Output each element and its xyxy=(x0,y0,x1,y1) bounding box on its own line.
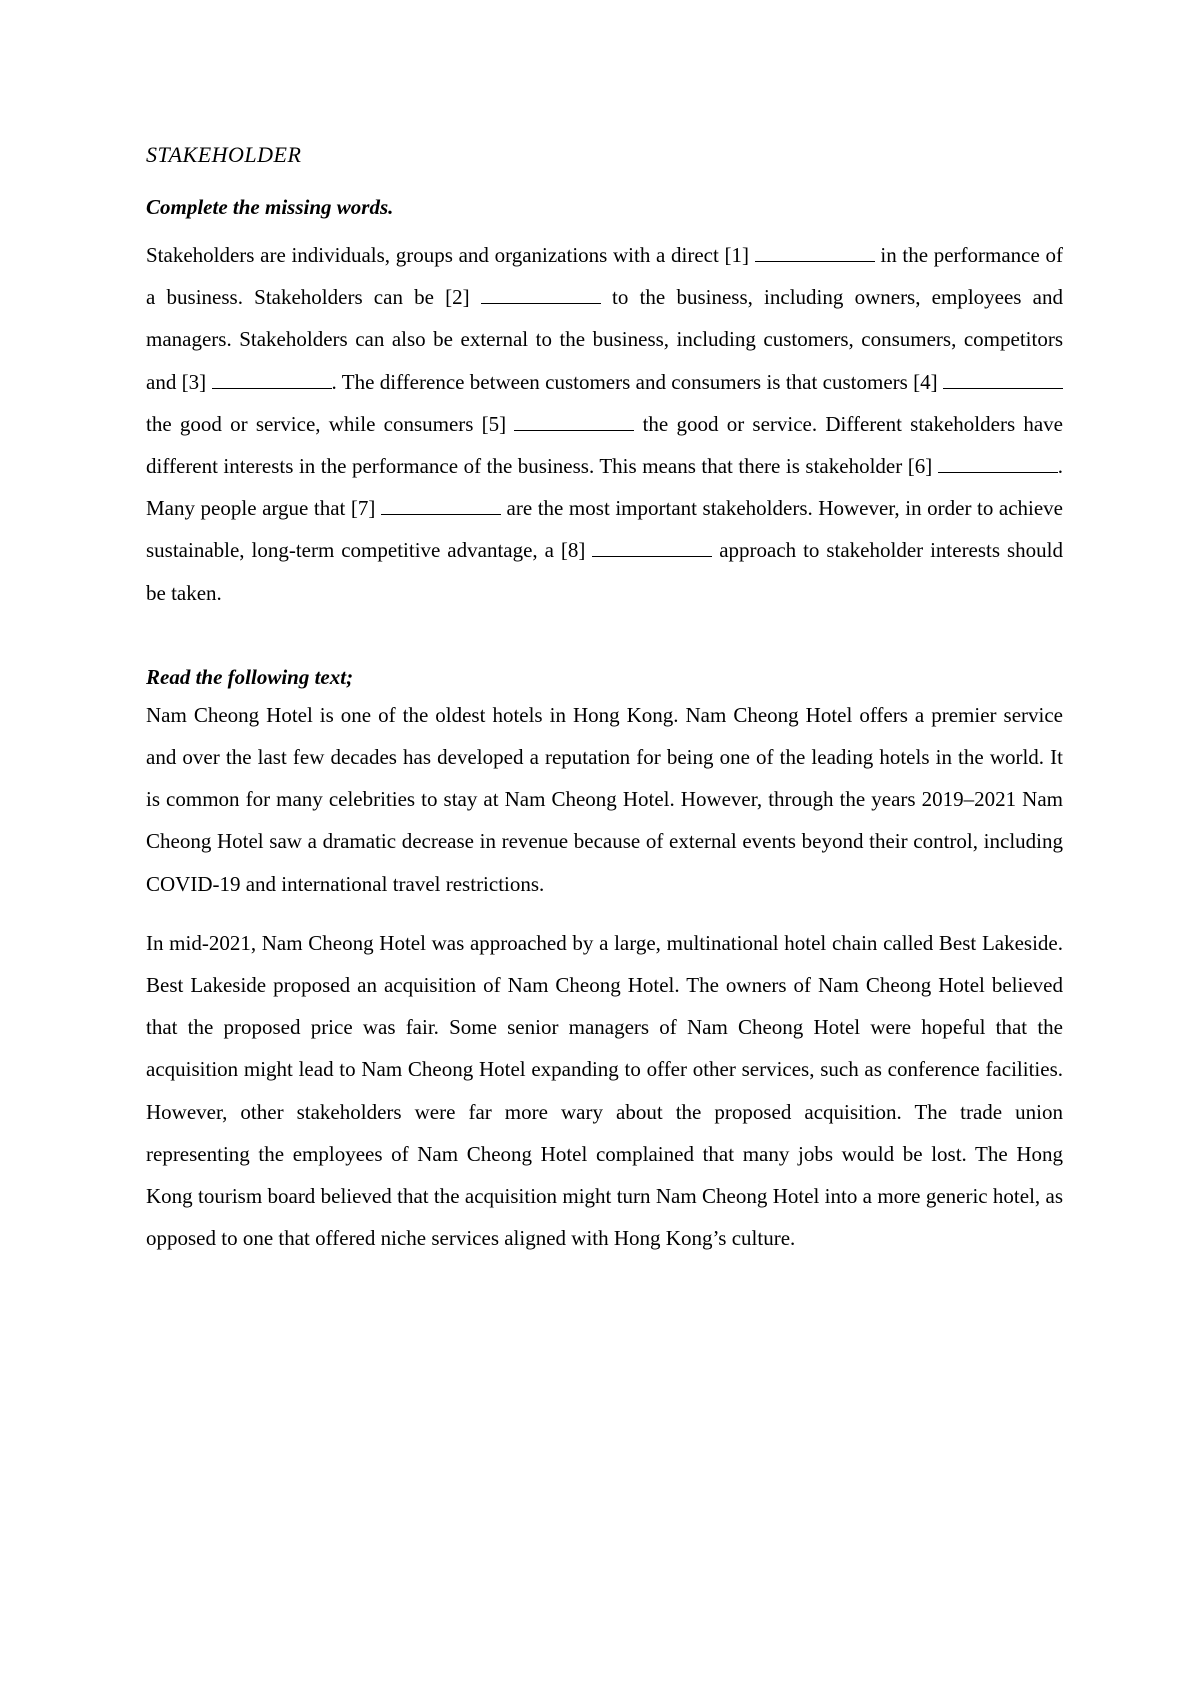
text-segment: . Many people argue that [7] xyxy=(146,454,1063,521)
blank-3 xyxy=(212,370,332,389)
text-segment: Stakeholders are individuals, groups and organizations with a direct [1] xyxy=(146,243,755,267)
blank-8 xyxy=(592,538,712,557)
blank-4 xyxy=(943,370,1063,389)
blank-6 xyxy=(938,454,1058,473)
text-segment: to the business, including owners, employees and managers. Stakeholders can also be external to the business, including customers, consumers, competitors and [3] xyxy=(146,285,1064,394)
text-segment: are the most important stakeholders. However, in order to achieve sustainable, long-term competitive advantage, a [8] xyxy=(146,496,1063,563)
document-title: STAKEHOLDER xyxy=(146,142,302,167)
blank-2 xyxy=(481,285,601,304)
text-segment: approach to stakeholder interests should be taken. xyxy=(146,538,1063,605)
text-segment: in the performance of a business. Stakeholders can be [2] xyxy=(146,243,1063,310)
text-segment: the good or service. Different stakeholders have different interests in the performance of the business. This means that there is stakeholder [6] xyxy=(146,411,1063,479)
blank-5 xyxy=(514,412,634,431)
document-page xyxy=(146,140,1063,1259)
blank-7 xyxy=(381,496,501,515)
text-segment: . The difference between customers and consumers is that customers [4] xyxy=(331,369,943,394)
reading-paragraph-2: In mid-2021, Nam Cheong Hotel was approached by a large, multinational hotel chain called Best Lakeside. Best Lakeside proposed an acquisition of Nam Cheong Hotel. The owners of Nam Cheong Hotel believed that the proposed price was fair. Some senior managers of Nam Cheong Hotel were hopeful that the acquisition might lead to Nam Cheong Hotel expanding to offer other services, such as conference facilities. However, other stakeholders were far more wary about the proposed acquisition. The trade union representing the employees of Nam Cheong Hotel complained that many jobs would be lost. The Hong Kong tourism board believed that the acquisition might turn Nam Cheong Hotel into a more generic hotel, as opposed to one that offered niche services aligned with Hong Kong’s culture. xyxy=(146,930,1063,1251)
reading-heading: Read the following text; xyxy=(146,664,354,689)
blank-1 xyxy=(755,243,875,262)
text-segment: the good or service, while consumers [5] xyxy=(146,411,515,436)
exercise-heading: Complete the missing words. xyxy=(146,195,394,219)
fill-in-paragraph xyxy=(146,234,1063,614)
reading-paragraph-1: Nam Cheong Hotel is one of the oldest hotels in Hong Kong. Nam Cheong Hotel offers a premier service and over the last few decades has developed a reputation for being one of the leading hotels in the world. It is common for many celebrities to stay at Nam Cheong Hotel. However, through the years 2019–2021 Nam Cheong Hotel saw a dramatic decrease in revenue because of external events beyond their control, including COVID-19 and international travel restrictions. xyxy=(146,702,1063,896)
